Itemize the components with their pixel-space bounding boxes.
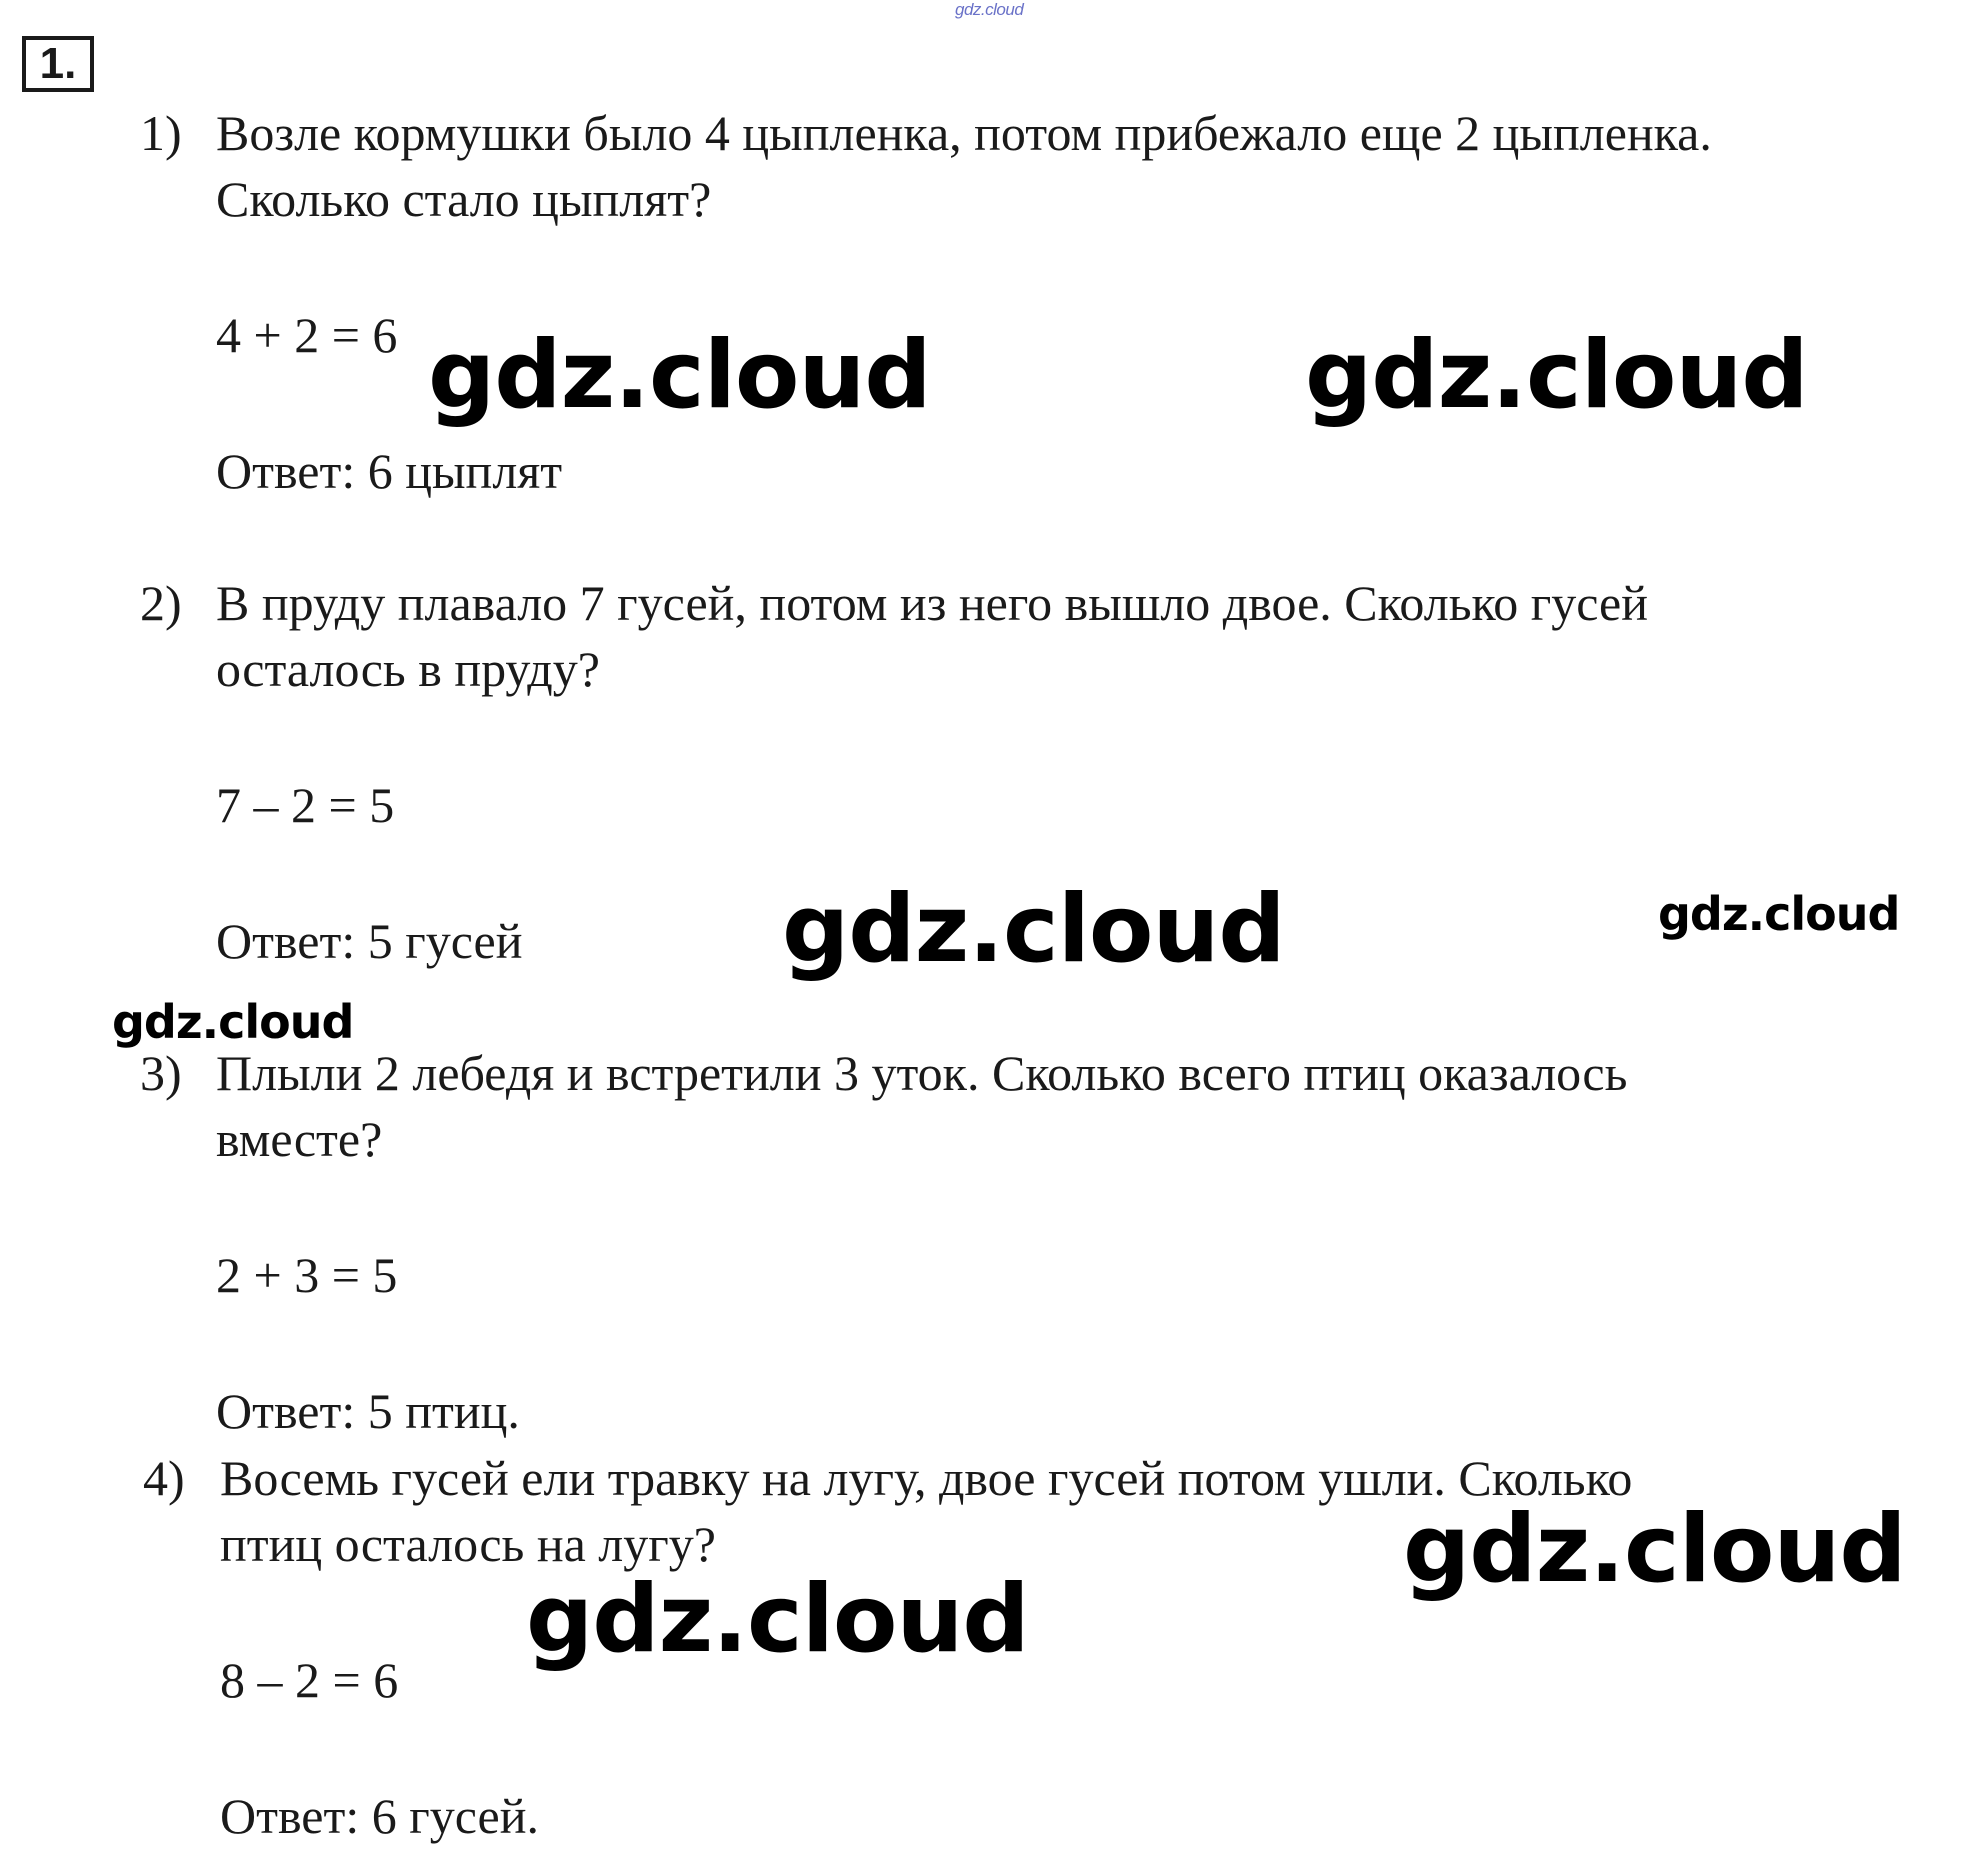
problem-question-line1: Возле кормушки было 4 цыпленка, потом прибежало еще 2 цыпленка. [216, 105, 1712, 161]
watermark-text: gdz.cloud [1403, 1495, 1906, 1604]
task-number-box: 1. [22, 36, 94, 92]
problem-question-line1: Восемь гусей ели травку на лугу, двое гусей потом ушли. Сколько [220, 1450, 1633, 1506]
problem-question-line2: осталось в пруду? [216, 641, 600, 697]
problem-question-line1: Плыли 2 лебедя и встретили 3 уток. Сколько всего птиц оказалось [216, 1045, 1628, 1101]
problem-number: 1) [140, 105, 182, 161]
problem-answer: Ответ: 6 цыплят [216, 443, 563, 499]
problem-equation: 7 – 2 = 5 [216, 777, 395, 833]
problem-equation: 4 + 2 = 6 [216, 307, 398, 363]
problem-question-line2: Сколько стало цыплят? [216, 171, 712, 227]
watermark-text: gdz.cloud [428, 321, 931, 430]
problem-answer: Ответ: 5 гусей [216, 913, 523, 969]
problem-answer: Ответ: 6 гусей. [220, 1788, 539, 1844]
problem-question-line1: В пруду плавало 7 гусей, потом из него вышло двое. Сколько гусей [216, 575, 1649, 631]
problem-question-line2: вместе? [216, 1111, 383, 1167]
problem-question-line2: птиц осталось на лугу? [220, 1516, 716, 1572]
watermark-text: gdz.cloud [526, 1565, 1029, 1674]
problem-number: 3) [140, 1045, 182, 1101]
problem-answer: Ответ: 5 птиц. [216, 1383, 520, 1439]
problem-number: 4) [143, 1450, 185, 1506]
watermark-text: gdz.cloud [1658, 887, 1900, 941]
problem-equation: 2 + 3 = 5 [216, 1247, 398, 1303]
watermark-text: gdz.cloud [782, 875, 1285, 984]
watermark-text: gdz.cloud [112, 995, 354, 1049]
problem-number: 2) [140, 575, 182, 631]
top-watermark: gdz.cloud [955, 0, 1024, 19]
problem-equation: 8 – 2 = 6 [220, 1652, 399, 1708]
watermark-text: gdz.cloud [1305, 321, 1808, 430]
